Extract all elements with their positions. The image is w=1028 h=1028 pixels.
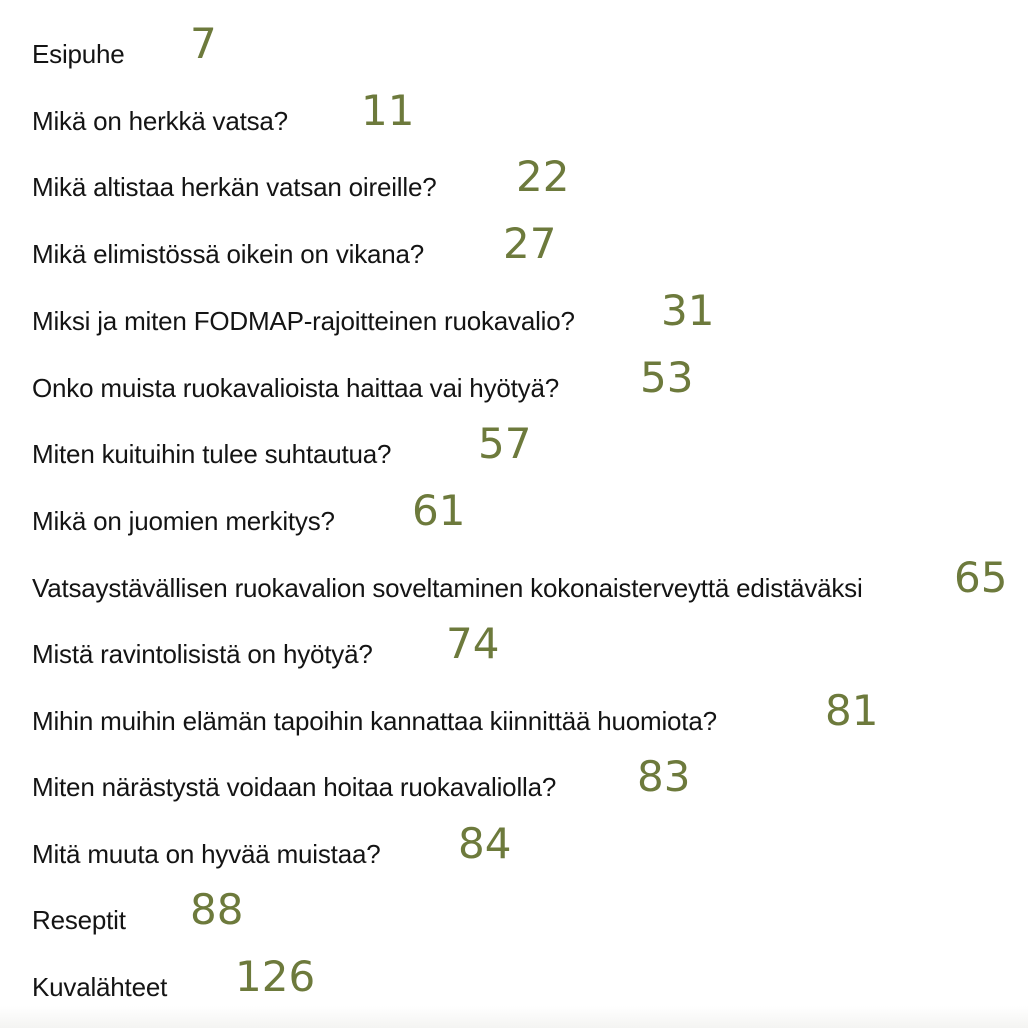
toc-entry-page-number: 22 xyxy=(516,152,570,201)
toc-entry-page-number: 74 xyxy=(446,619,500,668)
toc-entry-page-number: 84 xyxy=(458,819,512,868)
toc-entry-title: Onko muista ruokavalioista haittaa vai hyötyä? xyxy=(32,373,559,403)
toc-entry-page-number: 53 xyxy=(640,353,694,402)
toc-entry-title: Esipuhe xyxy=(32,39,125,69)
toc-entry-page-number: 81 xyxy=(825,686,879,735)
toc-entry-page-number: 27 xyxy=(503,219,557,268)
toc-entry-title: Miten närästystä voidaan hoitaa ruokavaliolla? xyxy=(32,772,557,802)
toc-entry-page-number: 31 xyxy=(661,286,715,335)
toc-entry-page-number: 61 xyxy=(412,486,466,535)
toc-entry-title: Reseptit xyxy=(32,905,126,935)
toc-entry-page-number: 11 xyxy=(361,86,415,135)
toc-entry-title: Vatsaystävällisen ruokavalion soveltaminen kokonaisterveyttä edistäväksi xyxy=(32,573,863,603)
toc-entry-page-number: 88 xyxy=(190,885,244,934)
toc-entry-title: Kuvalähteet xyxy=(32,972,168,1002)
toc-entry-title: Mitä muuta on hyvää muistaa? xyxy=(32,839,381,869)
bottom-edge-shadow xyxy=(0,1006,1028,1028)
toc-entry-title: Miksi ja miten FODMAP-rajoitteinen ruokavalio? xyxy=(32,306,575,336)
toc-entry-page-number: 57 xyxy=(478,419,532,468)
toc-entry-title: Miten kuituihin tulee suhtautua? xyxy=(32,439,392,469)
toc-entry-title: Mikä elimistössä oikein on vikana? xyxy=(32,239,425,269)
toc-entry-title: Mistä ravintolisistä on hyötyä? xyxy=(32,639,373,669)
toc-entry-title: Mihin muihin elämän tapoihin kannattaa kiinnittää huomiota? xyxy=(32,706,717,736)
toc-entry-title: Mikä on juomien merkitys? xyxy=(32,506,335,536)
toc-entry-page-number: 126 xyxy=(235,952,316,1001)
toc-entry-page-number: 65 xyxy=(954,553,1008,602)
toc-entry-title: Mikä on herkkä vatsa? xyxy=(32,106,288,136)
toc-entry-page-number: 83 xyxy=(637,752,691,801)
toc-entry-page-number: 7 xyxy=(190,19,217,68)
toc-entry-title: Mikä altistaa herkän vatsan oireille? xyxy=(32,172,437,202)
